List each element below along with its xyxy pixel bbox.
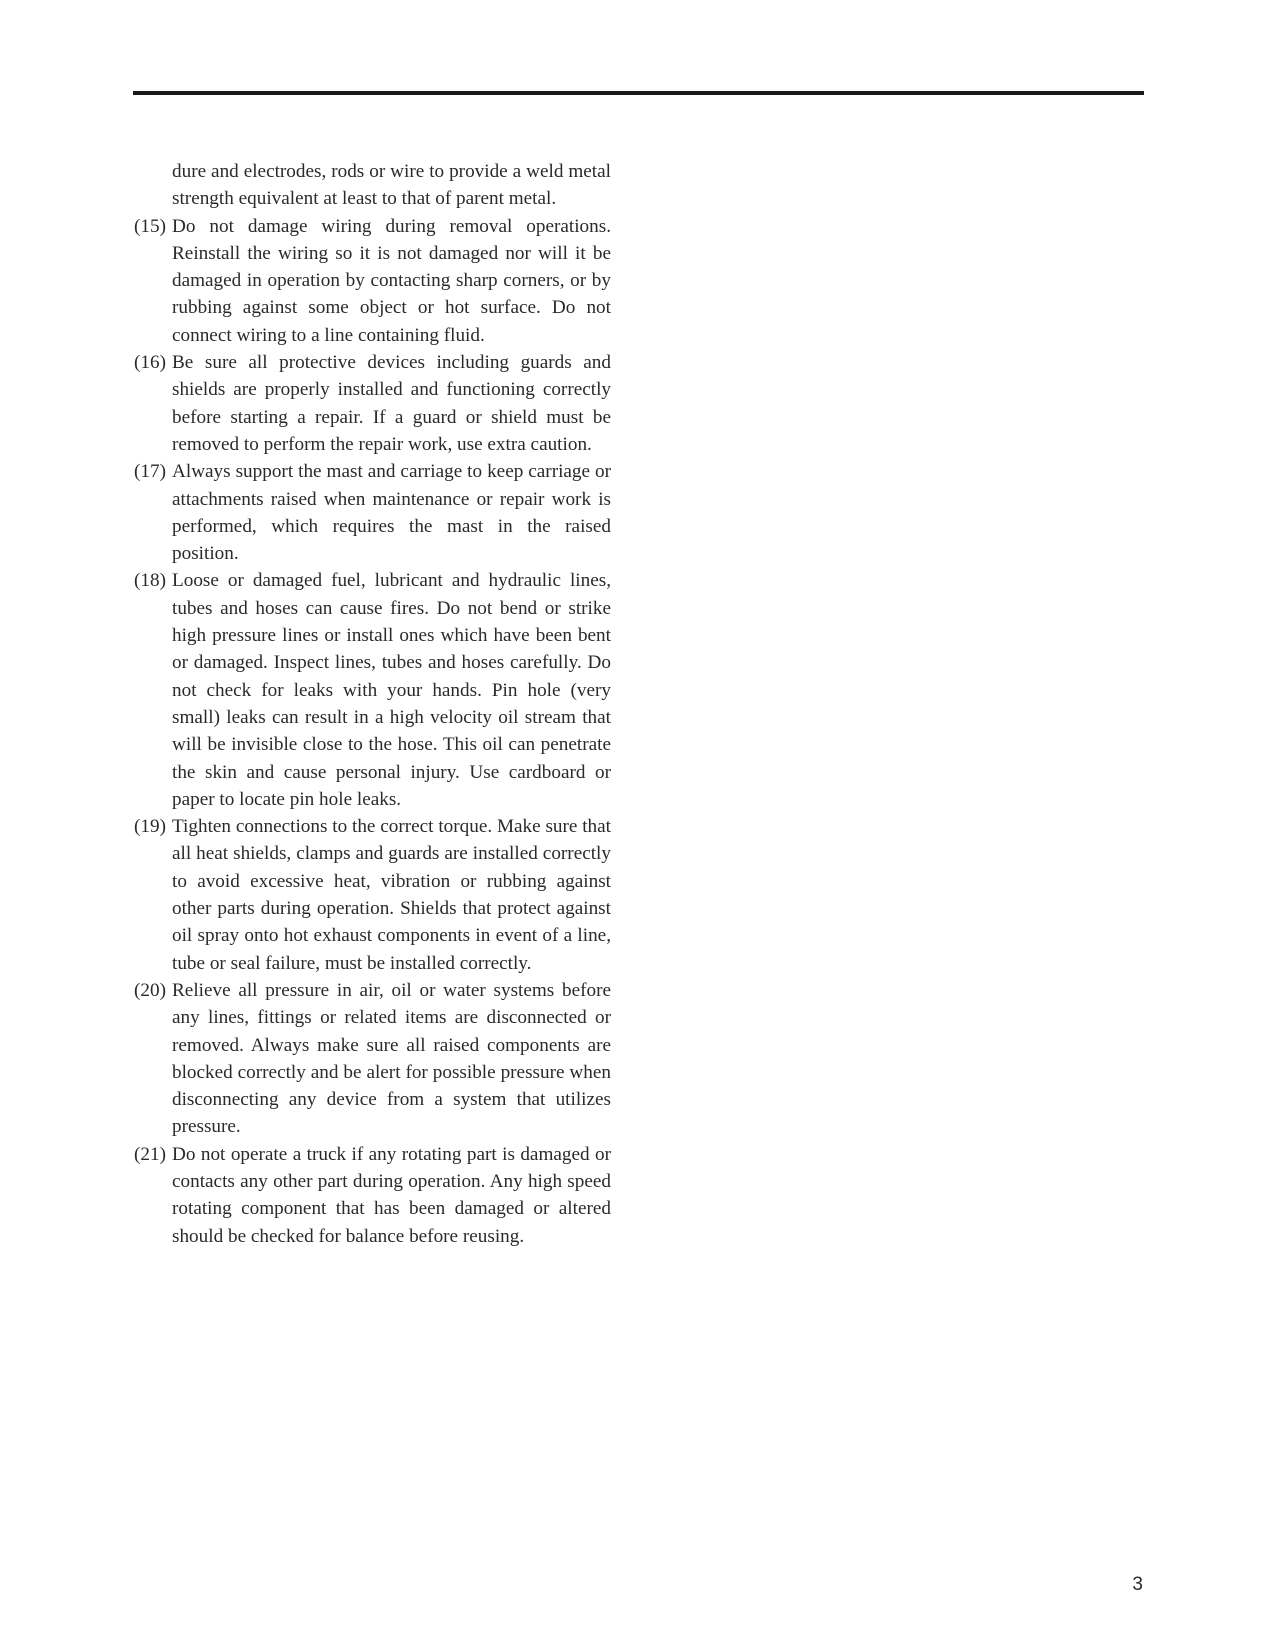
continuation-text: dure and electrodes, rods or wire to provide a weld metal strength equivalent at least to that of parent metal. xyxy=(172,161,611,210)
item-text: Always support the mast and carriage to keep carriage or attachments raised when maintenance or repair work is performed, which requires the mast in the raised position. xyxy=(172,461,611,565)
list-item-18 xyxy=(134,567,611,813)
item-number: (16) xyxy=(134,352,166,374)
item-number: (18) xyxy=(134,570,166,592)
item-text: Do not operate a truck if any rotating part is damaged or contacts any other part during operation. Any high speed rotating component that has been damaged or altered should be checked for balance before reusing. xyxy=(172,1143,611,1247)
list-item-19 xyxy=(134,813,611,977)
item-text: Tighten connections to the correct torque. Make sure that all heat shields, clamps and guards are installed correctly to avoid excessive heat, vibration or rubbing against other parts during operation. Shields that protect against oil spray onto hot exhaust components in event of a line, tube or seal failure, must be installed correctly. xyxy=(172,816,611,974)
item-number: (20) xyxy=(134,979,166,1001)
item-text: Be sure all protective devices including guards and shields are properly installed and functioning correctly before starting a repair. If a guard or shield must be removed to perform the repair work, use extra caution. xyxy=(172,352,611,455)
list-item-15 xyxy=(134,213,611,349)
page-number: 3 xyxy=(1132,1574,1143,1595)
list-item-21 xyxy=(134,1141,611,1250)
item-text: Do not damage wiring during removal operations. Reinstall the wiring so it is not damaged nor will it be damaged in operation by contacting sharp corners, or by rubbing against some object or hot surface. Do not connect wiring to a line containing fluid. xyxy=(172,215,611,346)
item-number: (21) xyxy=(134,1143,166,1165)
item-number: (17) xyxy=(134,461,166,483)
list-item-17 xyxy=(134,458,611,567)
item-number: (19) xyxy=(134,816,166,838)
item-number: (15) xyxy=(134,215,166,237)
item-text: Relieve all pressure in air, oil or water systems before any lines, fittings or related items are disconnected or removed. Always make sure all raised components are blocked correctly and be alert for possible pressure when disconnecting any device from a system that utilizes pressure. xyxy=(172,979,611,1138)
list-item-20 xyxy=(134,977,611,1141)
list-item-16 xyxy=(134,349,611,458)
text-column xyxy=(134,158,611,1250)
item-text: Loose or damaged fuel, lubricant and hydraulic lines, tubes and hoses can cause fires. Do not bend or strike high pressure lines or install ones which have been bent or damaged. Inspect lines, tubes and hoses carefully. Do not check for leaks with your hands. Pin hole (very small) leaks can result in a high velocity oil stream that will be invisible close to the hose. This oil can penetrate the skin and cause personal injury. Use cardboard or paper to locate pin hole leaks. xyxy=(172,570,611,810)
header-rule xyxy=(133,91,1144,95)
continuation-paragraph xyxy=(134,158,611,213)
